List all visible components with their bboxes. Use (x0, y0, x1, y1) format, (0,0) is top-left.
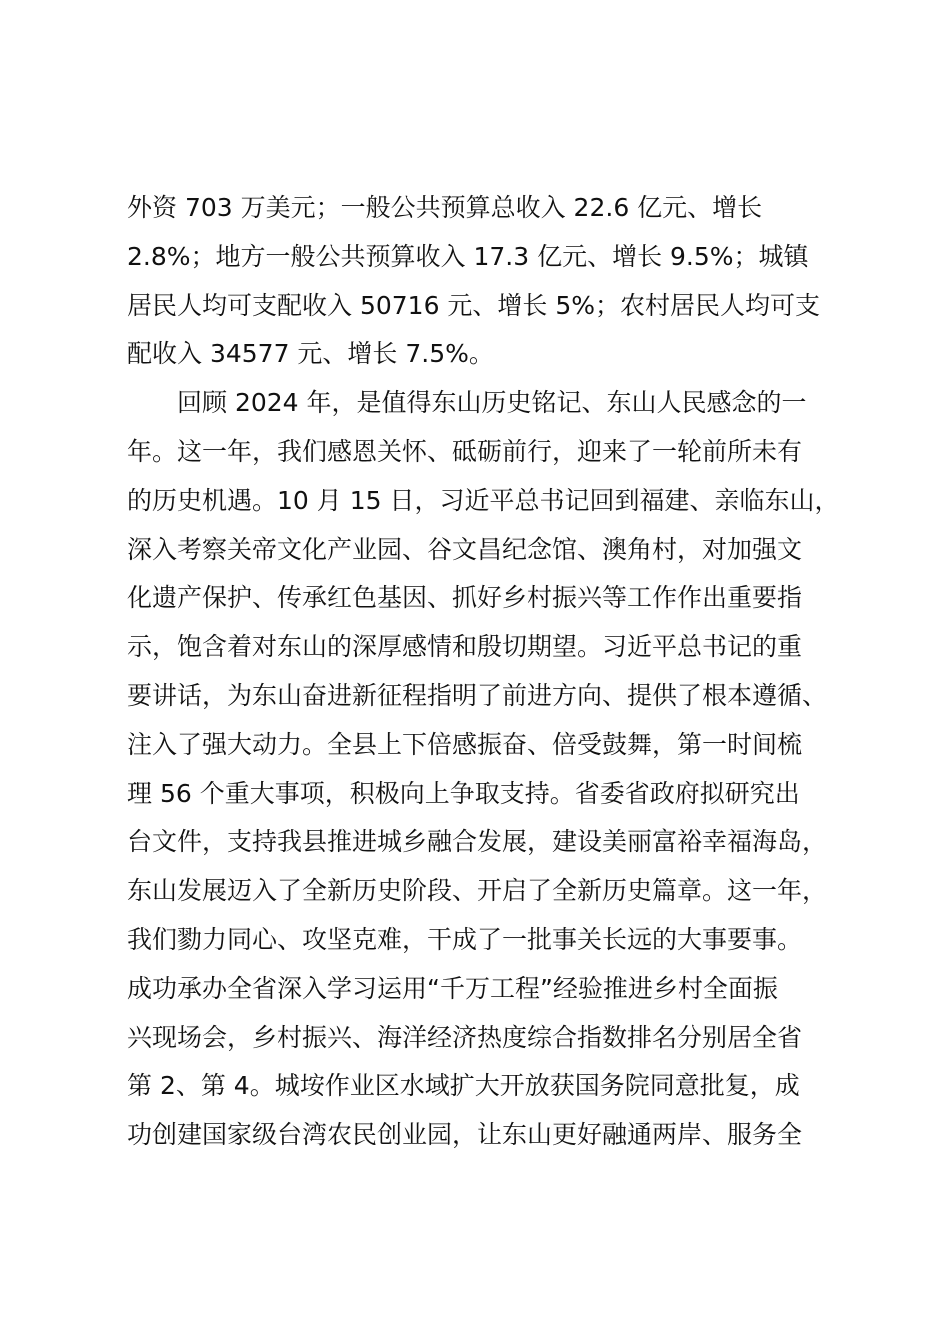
paragraph-2-line-12: 我们勠力同心、攻坚克难，干成了一批事关长远的大事要事。 (127, 924, 803, 954)
paragraph-2-line-7: 要讲话，为东山奋进新征程指明了前进方向、提供了根本遵循、 (127, 680, 828, 710)
paragraph-2-line-3: 的历史机遇。10 月 15 日，习近平总书记回到福建、亲临东山， (127, 485, 840, 515)
paragraph-2-line-16: 功创建国家级台湾农民创业园，让东山更好融通两岸、服务全 (127, 1120, 803, 1150)
paragraph-2-line-10: 台文件，支持我县推进城乡融合发展，建设美丽富裕幸福海岛， (127, 827, 828, 857)
paragraph-1-line-1: 外资 703 万美元；一般公共预算总收入 22.6 亿元、增长 (127, 193, 763, 222)
paragraph-2-line-11: 东山发展迈入了全新历史阶段、开启了全新历史篇章。这一年， (127, 876, 828, 906)
paragraph-2-line-2: 年。这一年，我们感恩关怀、砥砺前行，迎来了一轮前所未有 (127, 436, 803, 466)
paragraph-2-line-1: 回顾 2024 年，是值得东山历史铭记、东山人民感念的一 (177, 388, 807, 418)
paragraph-2-line-5: 化遗产保护、传承红色基因、抓好乡村振兴等工作作出重要指 (127, 583, 803, 613)
paragraph-2-line-13: 成功承办全省深入学习运用“千万工程”经验推进乡村全面振 (127, 973, 778, 1003)
paragraph-1-line-2: 2.8%；地方一般公共预算收入 17.3 亿元、增长 9.5%；城镇 (127, 241, 809, 271)
paragraph-1-line-3: 居民人均可支配收入 50716 元、增长 5%；农村居民人均可支 (127, 290, 821, 320)
paragraph-2-line-6: 示，饱含着对东山的深厚感情和殷切期望。习近平总书记的重 (127, 632, 803, 662)
paragraph-1-line-4: 配收入 34577 元、增长 7.5%。 (127, 339, 494, 369)
paragraph-2-line-8: 注入了强大动力。全县上下倍感振奋、倍受鼓舞，第一时间梳 (127, 729, 803, 759)
body-text (127, 184, 857, 1160)
paragraph-2-line-4: 深入考察关帝文化产业园、谷文昌纪念馆、澳角村，对加强文 (127, 534, 803, 564)
paragraph-2-line-14: 兴现场会，乡村振兴、海洋经济热度综合指数排名分别居全省 (127, 1022, 803, 1052)
paragraph-2-line-15: 第 2、第 4。城垵作业区水域扩大开放获国务院同意批复，成 (127, 1071, 800, 1101)
paragraph-2-line-9: 理 56 个重大事项，积极向上争取支持。省委省政府拟研究出 (127, 778, 800, 808)
